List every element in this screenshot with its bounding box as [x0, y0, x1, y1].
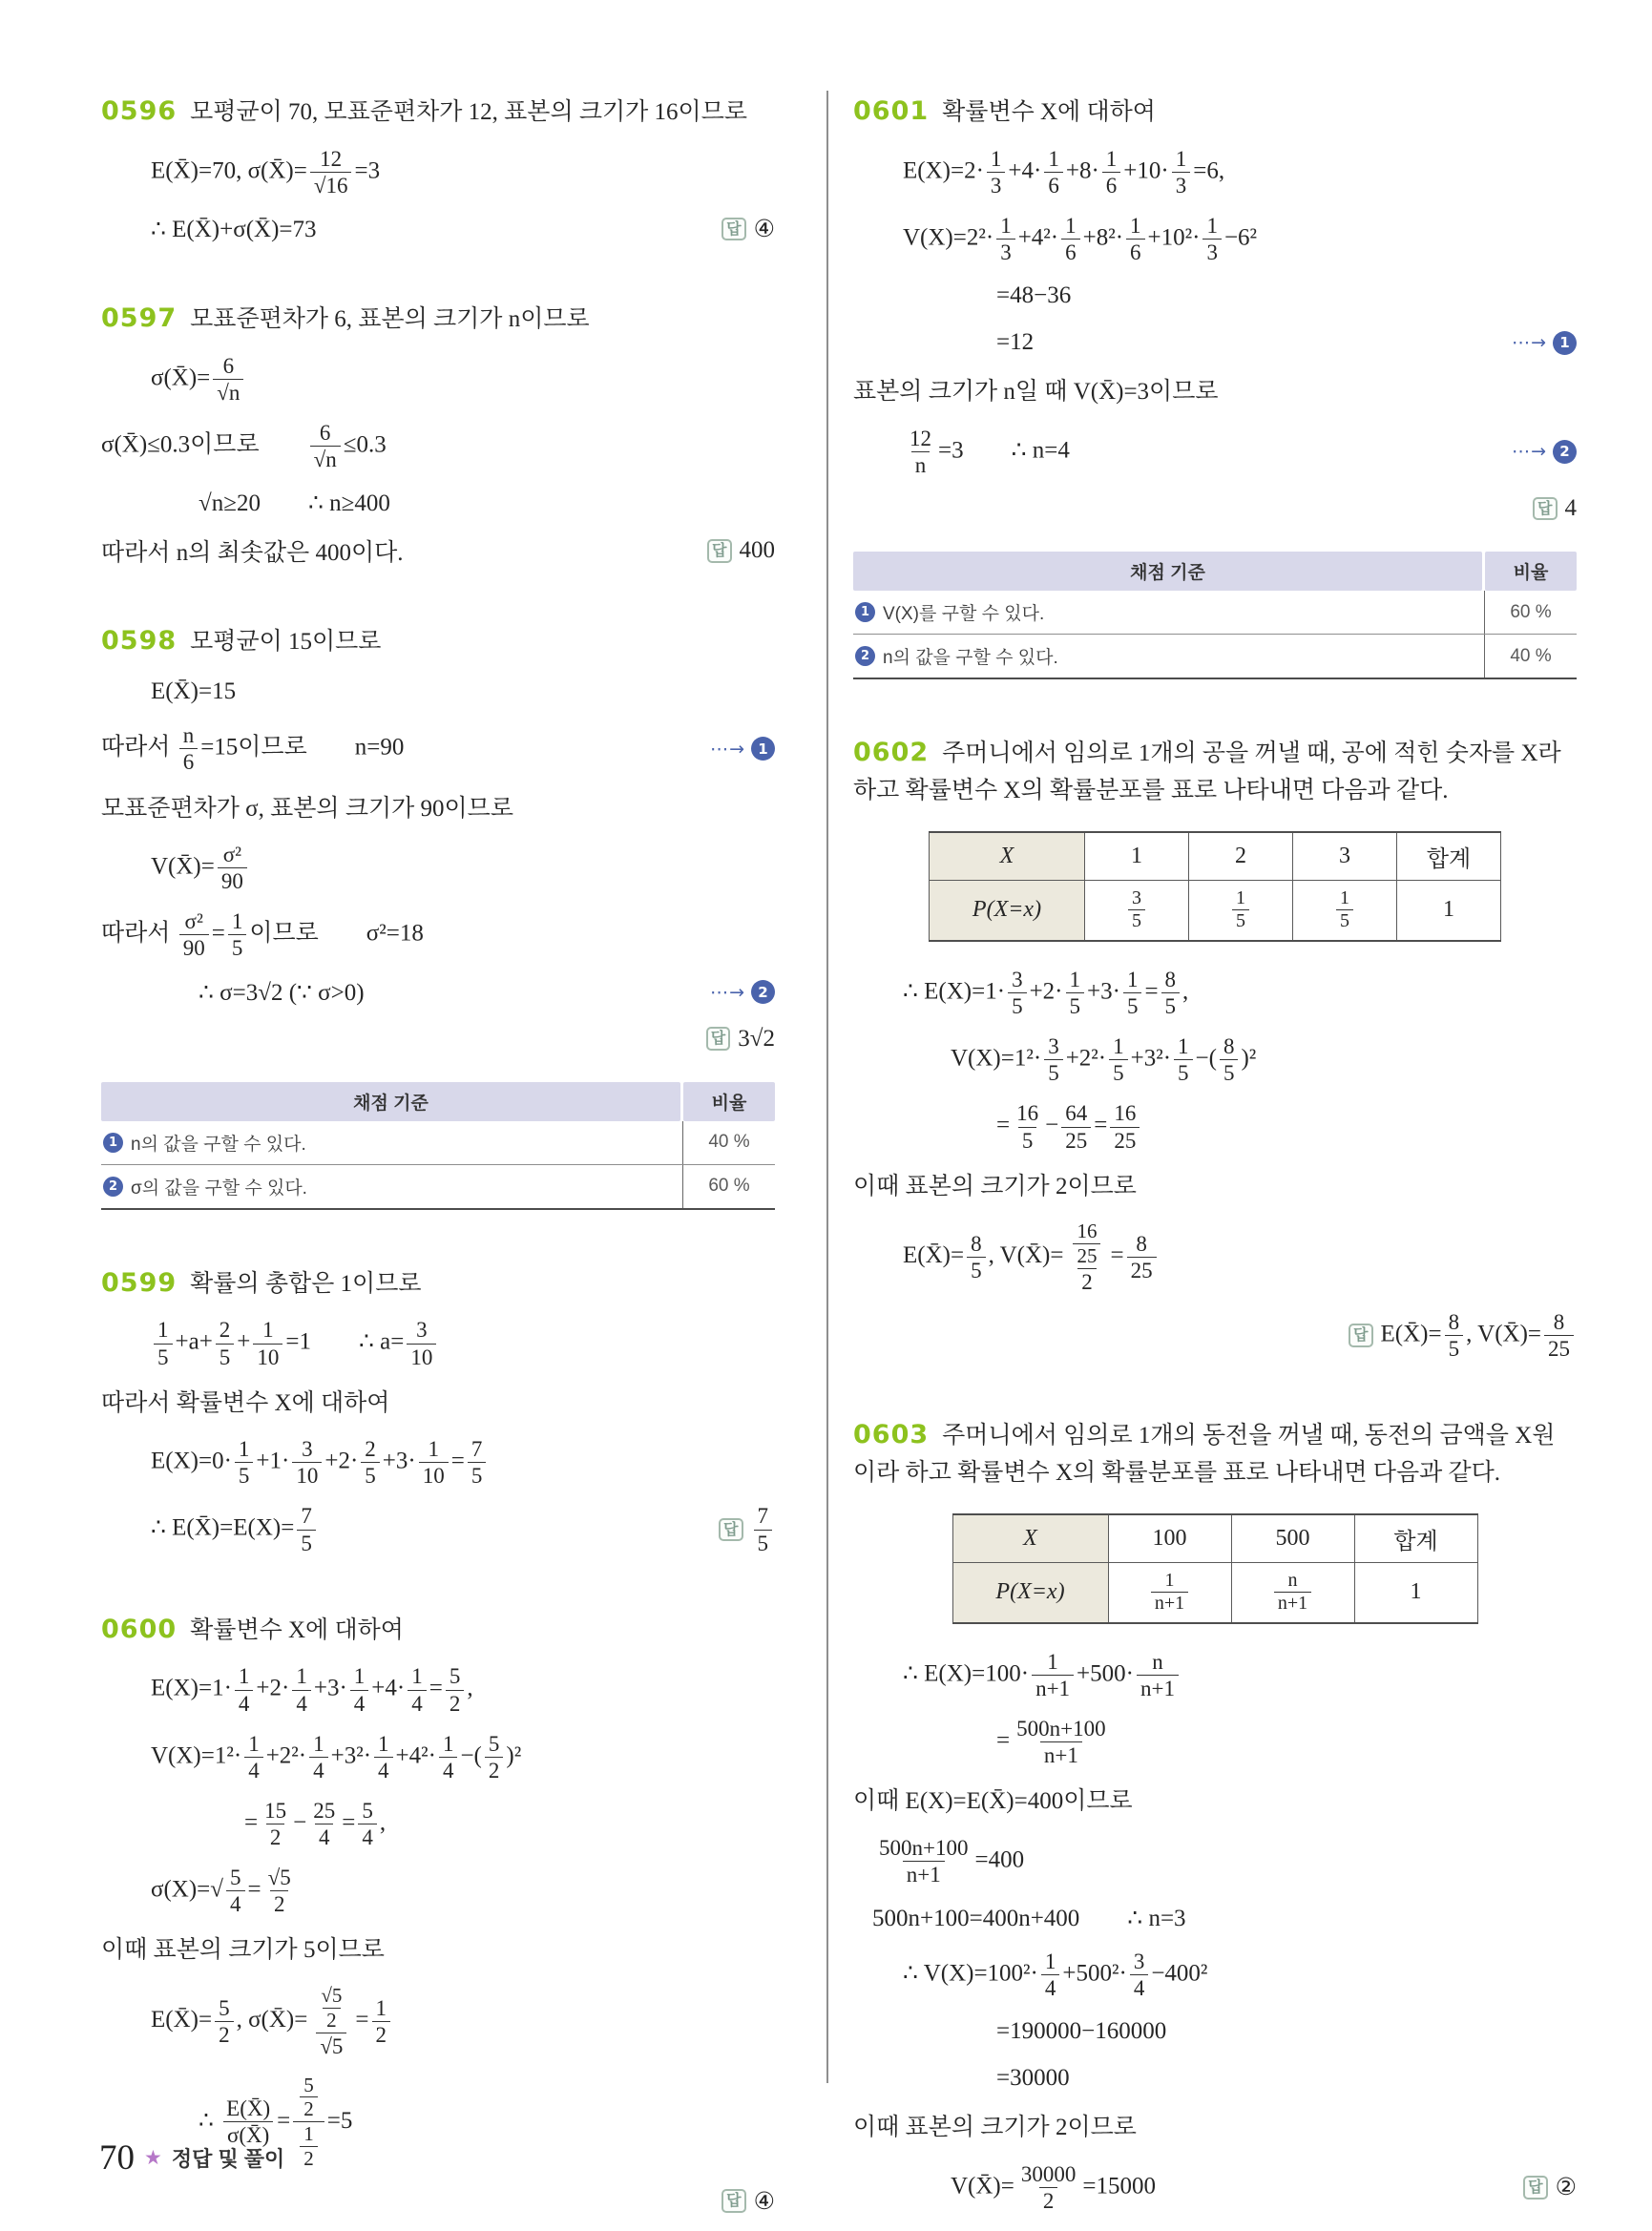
grading-header	[853, 552, 1577, 591]
text-line: 이때 E(X)=E(X̄)=400이므로	[853, 1788, 1133, 1815]
problem-intro: 주머니에서 임의로 1개의 동전을 꺼낼 때, 동전의 금액을 X원이라 하고 확률변수 X의 확률분포를 표로 나타내면 다음과 같다.	[853, 1423, 1556, 1486]
answer-line	[101, 1023, 775, 1055]
dist-cell: $\frac{1}{n+1}$	[1108, 1562, 1231, 1623]
formula-line: σ(X̄)≤0.3이므로 $\frac{6}{√n}$ ≤0.3	[101, 421, 387, 472]
page-footer	[99, 2137, 284, 2179]
answer-badge-icon: 답	[1533, 497, 1557, 521]
formula-line: 따라서 $\frac{\text{σ²}}{90}$ = $\frac{1}{5}$ 이므로 σ²=18	[101, 909, 424, 961]
dist-cell: 100	[1108, 1514, 1231, 1563]
formula-line: ∴ E(X̄)+σ(X̄)=73 답 ④	[151, 217, 775, 243]
answer	[688, 537, 775, 564]
formula-line: E(X̄)= $\frac{8}{5}$ , V(X̄)= $\frac{\frac{16}{25}}{2}$ = $\frac{8}{25}$	[853, 1220, 1577, 1295]
problem-intro: 확률변수 X에 대하여	[942, 99, 1156, 125]
marker-number: 2	[1553, 440, 1577, 464]
grading-row	[853, 591, 1577, 635]
distribution-table	[952, 1513, 1478, 1624]
left-column	[101, 92, 775, 2231]
formula-line: 따라서 $\frac{n}{6}$ =15이므로 n=90 ⋯→ 1	[101, 722, 775, 775]
dist-cell: 3	[1293, 832, 1397, 881]
problem-head	[101, 92, 775, 132]
dist-row-header: X	[930, 832, 1085, 881]
grading-header-ratio: 비율	[1485, 552, 1577, 591]
dist-cell: 1	[1397, 880, 1501, 941]
answer-badge-icon: 답	[1523, 2176, 1547, 2200]
problem-intro: 모평균이 70, 모표준편차가 12, 표본의 크기가 16이므로	[190, 99, 748, 125]
dist-cell: $\frac{1}{5}$	[1293, 880, 1397, 941]
problem-0603	[853, 1415, 1577, 2214]
formula-line: $\frac{500n+100}{n+1}$ =400	[879, 1835, 1025, 1887]
grading-row	[853, 635, 1577, 679]
formula-line: V(X̄)= $\frac{30000}{2}$ =15000 답 ②	[951, 2161, 1577, 2213]
problem-head	[853, 733, 1577, 810]
marker-number: 1	[751, 737, 775, 761]
formula-line: ∴ E(X)=100· $\frac{1}{n+1}$ +500· $\frac{n}{n+1}$	[853, 1649, 1577, 1701]
answer-badge-icon: 답	[707, 539, 731, 563]
formula-line: 500n+100=400n+400 ∴ n=3	[872, 1906, 1186, 1932]
grading-header-criteria: 채점 기준	[101, 1082, 680, 1121]
answer-value: $\frac{7}{5}$	[751, 1503, 776, 1555]
marker-number: 2	[103, 1177, 123, 1197]
marker-number: 1	[1553, 331, 1577, 355]
answer-value: ④	[753, 217, 775, 243]
text-line: 모표준편차가 σ, 표본의 크기가 90이므로	[101, 795, 513, 822]
problem-number: 0596	[101, 96, 178, 126]
answer-badge-icon: 답	[706, 1027, 730, 1051]
grading-criterion: σ의 값을 구할 수 있다.	[131, 1178, 307, 1199]
dist-cell: 합계	[1397, 832, 1501, 881]
marker-arrow-icon: ⋯→	[1512, 441, 1547, 463]
marker-arrow-icon: ⋯→	[1512, 332, 1547, 354]
answer-value: 400	[739, 537, 775, 564]
step-marker	[695, 737, 775, 761]
dist-row-header: X	[952, 1514, 1108, 1563]
text-line: 이때 표본의 크기가 2이므로	[853, 2115, 1137, 2141]
grading-criterion: n의 값을 구할 수 있다.	[131, 1134, 306, 1155]
problem-head	[853, 92, 1577, 132]
dist-cell: 500	[1231, 1514, 1354, 1563]
grading-percent: 40 %	[1510, 645, 1552, 666]
grading-table	[853, 552, 1577, 679]
answer	[702, 215, 775, 243]
problem-0601	[853, 92, 1577, 679]
formula-line: ∴ E(X̄)=E(X)= $\frac{7}{5}$ 답 $\frac{7}{5}$	[101, 1503, 775, 1555]
dist-cell: $\frac{1}{5}$	[1189, 880, 1293, 941]
column-divider	[826, 91, 828, 2083]
dist-row-header: P(X=x)	[930, 880, 1085, 941]
distribution-table	[929, 831, 1501, 942]
grading-percent: 40 %	[708, 1132, 750, 1153]
formula-line: V(X̄)= $\frac{\text{σ²}}{90}$	[101, 842, 775, 894]
formula-line: σ(X)=√ $\frac{5}{4}$ = $\frac{√5}{2}$	[151, 1866, 291, 1917]
formula-line: E(X̄)= $\frac{5}{2}$ , σ(X̄)= $\frac{\frac{√5}{2}}{√5}$ = $\frac{1}{2}$	[101, 1984, 775, 2059]
formula-line: √n≥20 ∴ n≥400	[199, 490, 390, 517]
grading-criterion: n의 값을 구할 수 있다.	[883, 648, 1058, 669]
dist-cell: 2	[1189, 832, 1293, 881]
grading-row	[101, 1121, 775, 1165]
formula-line: ∴ V(X)=100²· $\frac{1}{4}$ +500²· $\frac{3}{4}$ −400²	[903, 1950, 1208, 2001]
problem-number: 0597	[101, 303, 178, 334]
text-line: 이때 표본의 크기가 2이므로	[853, 1173, 1137, 1199]
problem-0599	[101, 1263, 775, 1556]
right-column	[853, 92, 1577, 2231]
problem-intro: 주머니에서 임의로 1개의 공을 꺼낼 때, 공에 적힌 숫자를 X라 하고 확률변수 X의 확률분포를 표로 나타내면 다음과 같다.	[853, 740, 1561, 803]
dist-cell: 합계	[1354, 1514, 1477, 1563]
grading-row	[101, 1165, 775, 1210]
formula-line: E(X)=0· $\frac{1}{5}$ +1· $\frac{3}{10}$ +2· $\frac{2}{5}$ +3· $\frac{1}{10}$ = $\frac{7}{5}$	[101, 1436, 775, 1489]
answer-line	[853, 492, 1577, 525]
answer	[1504, 2173, 1577, 2201]
formula-line: V(X)=1²· $\frac{1}{4}$ +2²· $\frac{1}{4}$ +3²· $\frac{1}{4}$ +4²· $\frac{1}{4}$ −( $\frac{5}{2}$ )²	[151, 1731, 522, 1783]
formula-line: ∴ $\frac{E(X̄)}{\sigma(X̄)}$ = $\frac{\frac{5}{2}}{\frac{1}{2}}$ =5	[199, 2073, 353, 2170]
grading-percent: 60 %	[708, 1176, 750, 1197]
formula-line: $\frac{1}{5}$ +a+ $\frac{2}{5}$ + $\frac{1}{10}$ =1 ∴ a= $\frac{3}{10}$	[101, 1317, 775, 1369]
step-marker	[695, 980, 775, 1004]
problem-intro: 확률의 총합은 1이므로	[190, 1270, 422, 1297]
answer-line	[101, 2185, 775, 2218]
dist-row-header: P(X=x)	[952, 1562, 1108, 1623]
text-line: 따라서 확률변수 X에 대하여	[101, 1389, 390, 1416]
problem-head	[101, 299, 775, 339]
formula-line: ∴ E(X)=1· $\frac{3}{5}$ +2· $\frac{1}{5}$ +3· $\frac{1}{5}$ = $\frac{8}{5}$ ,	[903, 967, 1189, 1018]
formula-line: =30000	[996, 2065, 1070, 2092]
answer-badge-icon: 답	[1349, 1324, 1372, 1347]
answer-line	[853, 1309, 1577, 1362]
marker-number: 2	[751, 980, 775, 1004]
answer	[687, 1026, 775, 1053]
answer-badge-icon: 답	[719, 1518, 742, 1542]
footer-label: 정답 및 풀이	[171, 2147, 285, 2171]
dist-cell: 1	[1085, 832, 1189, 881]
grading-percent: 60 %	[1510, 601, 1552, 622]
problem-head	[101, 1263, 775, 1303]
problem-intro: 모평균이 15이므로	[190, 629, 382, 656]
dist-cell: $\frac{n}{n+1}$	[1231, 1562, 1354, 1623]
formula-line: $\frac{12}{n}$ =3 ∴ n=4 ⋯→ 2	[853, 426, 1577, 478]
marker-number: 1	[103, 1133, 123, 1153]
answer-value: 3√2	[738, 1025, 775, 1052]
grading-header	[101, 1082, 775, 1121]
step-marker	[1496, 440, 1577, 464]
problem-head	[101, 1610, 775, 1650]
answer-badge-icon: 답	[721, 2189, 745, 2213]
formula-line: = $\frac{16}{5}$ − $\frac{64}{25}$ = $\frac{16}{25}$	[853, 1100, 1577, 1153]
problem-0596	[101, 92, 775, 245]
formula-line: E(X̄)=15	[151, 678, 237, 705]
answer-value: E(X̄)= $\frac{8}{5}$ , V(X̄)= $\frac{8}{25}$	[1381, 1309, 1577, 1362]
formula-line: = $\frac{15}{2}$ − $\frac{25}{4}$ = $\frac{5}{4}$ ,	[244, 1798, 387, 1850]
marker-number: 2	[855, 646, 875, 666]
formula-line: =12 ⋯→ 1	[853, 326, 1577, 359]
formula-line: =48−36	[996, 282, 1072, 309]
problem-number: 0601	[853, 96, 930, 126]
formula-line: E(X)=2· $\frac{1}{3}$ +4· $\frac{1}{6}$ +8· $\frac{1}{6}$ +10· $\frac{1}{3}$ =6,	[903, 146, 1225, 198]
answer	[1329, 1309, 1577, 1362]
answer	[700, 1503, 775, 1555]
problem-head	[853, 1415, 1577, 1492]
formula-line: σ(X̄)= $\frac{6}{√n}$	[101, 353, 775, 406]
formula-line: = $\frac{500n+100}{n+1}$	[996, 1717, 1106, 1768]
formula-line: ∴ σ=3√2 (∵ σ>0) ⋯→ 2	[101, 976, 775, 1009]
problem-intro: 확률변수 X에 대하여	[190, 1616, 404, 1643]
formula-line: V(X)=1²· $\frac{3}{5}$ +2²· $\frac{1}{5}$ +3²· $\frac{1}{5}$ −( $\frac{8}{5}$ )²	[951, 1034, 1257, 1086]
dist-cell: $\frac{3}{5}$	[1085, 880, 1189, 941]
answer-value: 4	[1564, 495, 1577, 522]
marker-arrow-icon: ⋯→	[710, 981, 745, 1003]
formula-line: E(X̄)=70, σ(X̄)= $\frac{12}{√16}$ =3	[151, 146, 381, 198]
dist-cell: 1	[1354, 1562, 1477, 1623]
problem-number: 0600	[101, 1614, 178, 1644]
problem-number: 0598	[101, 626, 178, 657]
answer	[702, 2187, 775, 2216]
formula-line: =190000−160000	[996, 2018, 1167, 2045]
problem-number: 0602	[853, 738, 930, 768]
grading-table	[101, 1082, 775, 1210]
text-line: 따라서 n의 최솟값은 400이다. 답 400	[101, 537, 775, 567]
text-line: 표본의 크기가 n일 때 V(X̄)=3이므로	[853, 379, 1219, 406]
problem-number: 0599	[101, 1267, 178, 1298]
formula-line: E(X)=1· $\frac{1}{4}$ +2· $\frac{1}{4}$ +3· $\frac{1}{4}$ +4· $\frac{1}{4}$ = $\frac{5}{2}$ ,	[151, 1664, 473, 1716]
problem-head	[101, 621, 775, 661]
grading-header-criteria: 채점 기준	[853, 552, 1482, 591]
problem-0598	[101, 621, 775, 1209]
step-marker	[1496, 331, 1577, 355]
answer-value: ②	[1555, 2175, 1577, 2201]
marker-number: 1	[855, 602, 875, 622]
answer-badge-icon: 답	[721, 218, 745, 241]
problem-0600	[101, 1610, 775, 2218]
problem-number: 0603	[853, 1420, 930, 1450]
grading-criterion: V(X)를 구할 수 있다.	[883, 604, 1045, 625]
problem-0602	[853, 733, 1577, 1362]
marker-arrow-icon: ⋯→	[710, 738, 745, 760]
answer	[1514, 495, 1577, 522]
footer-page-number: 70	[99, 2138, 135, 2178]
grading-header-ratio: 비율	[683, 1082, 775, 1121]
problem-0597	[101, 299, 775, 568]
answer-value: ④	[753, 2188, 775, 2215]
footer-star-icon: ★	[144, 2146, 162, 2169]
text-line: 이때 표본의 크기가 5이므로	[101, 1937, 385, 1964]
problem-intro: 모표준편차가 6, 표본의 크기가 n이므로	[190, 306, 590, 333]
formula-line: V(X)=2²· $\frac{1}{3}$ +4²· $\frac{1}{6}$ +8²· $\frac{1}{6}$ +10²· $\frac{1}{3}$ −6²	[903, 214, 1258, 265]
